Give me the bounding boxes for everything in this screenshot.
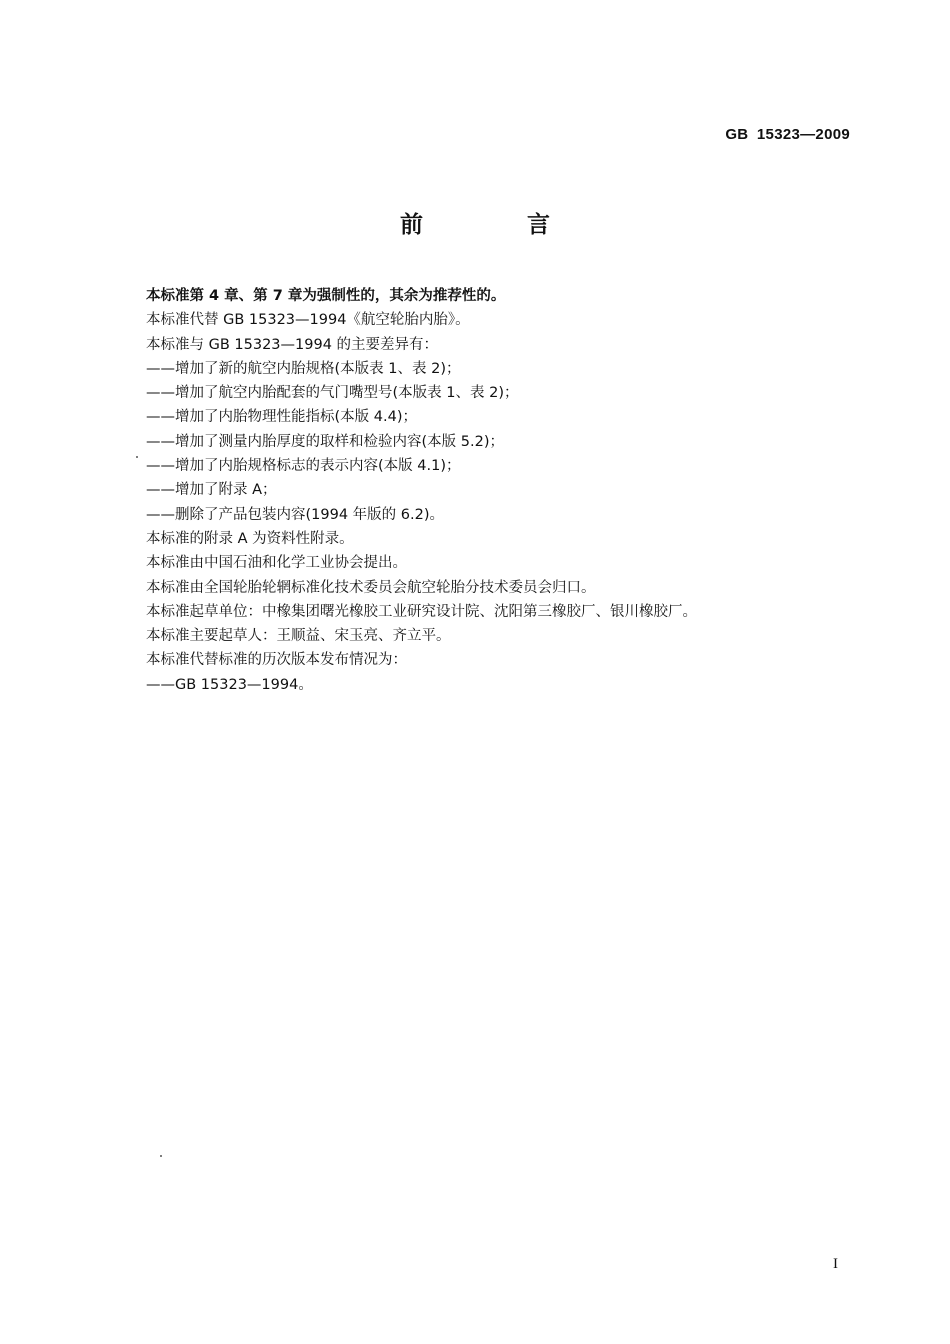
- foreword-line: 本标准主要起草人：王顺益、宋玉亮、齐立平。: [146, 628, 451, 645]
- standard-code: GB 15323—2009: [725, 126, 850, 143]
- foreword-list-item: ——增加了航空内胎配套的气门嘴型号(本版表 1、表 2)；: [146, 385, 519, 402]
- foreword-line: 本标准与 GB 15323—1994 的主要差异有：: [146, 336, 439, 353]
- foreword-line: 本标准的附录 A 为资料性附录。: [146, 530, 354, 547]
- scan-speck: [160, 1155, 162, 1157]
- foreword-list-item: ——增加了测量内胎厚度的取样和检验内容(本版 5.2)；: [146, 433, 504, 450]
- foreword-list-item: ——GB 15323—1994。: [146, 676, 313, 693]
- foreword-list-item: ——增加了内胎规格标志的表示内容(本版 4.1)；: [146, 458, 461, 475]
- foreword-line: 本标准第 4 章、第 7 章为强制性的，其余为推荐性的。: [146, 288, 506, 304]
- foreword-line: 本标准代替 GB 15323—1994《航空轮胎内胎》。: [146, 312, 470, 329]
- scan-speck: [136, 456, 138, 458]
- foreword-list-item: ——增加了附录 A；: [146, 482, 277, 499]
- page-title: 前 言: [399, 212, 598, 238]
- foreword-list-item: ——增加了内胎物理性能指标(本版 4.4)；: [146, 409, 417, 426]
- foreword-list-item: ——增加了新的航空内胎规格(本版表 1、表 2)；: [146, 360, 461, 377]
- foreword-line: 本标准代替标准的历次版本发布情况为：: [146, 652, 407, 669]
- foreword-body: [146, 284, 836, 697]
- foreword-line: 本标准由中国石油和化学工业协会提出。: [146, 555, 407, 572]
- foreword-line: 本标准由全国轮胎轮辋标准化技术委员会航空轮胎分技术委员会归口。: [146, 579, 596, 596]
- foreword-list-item: ——删除了产品包装内容(1994 年版的 6.2)。: [146, 506, 444, 523]
- page-number: I: [833, 1256, 838, 1272]
- foreword-line: 本标准起草单位：中橡集团曙光橡胶工业研究设计院、沈阳第三橡胶厂、银川橡胶厂。: [146, 603, 697, 620]
